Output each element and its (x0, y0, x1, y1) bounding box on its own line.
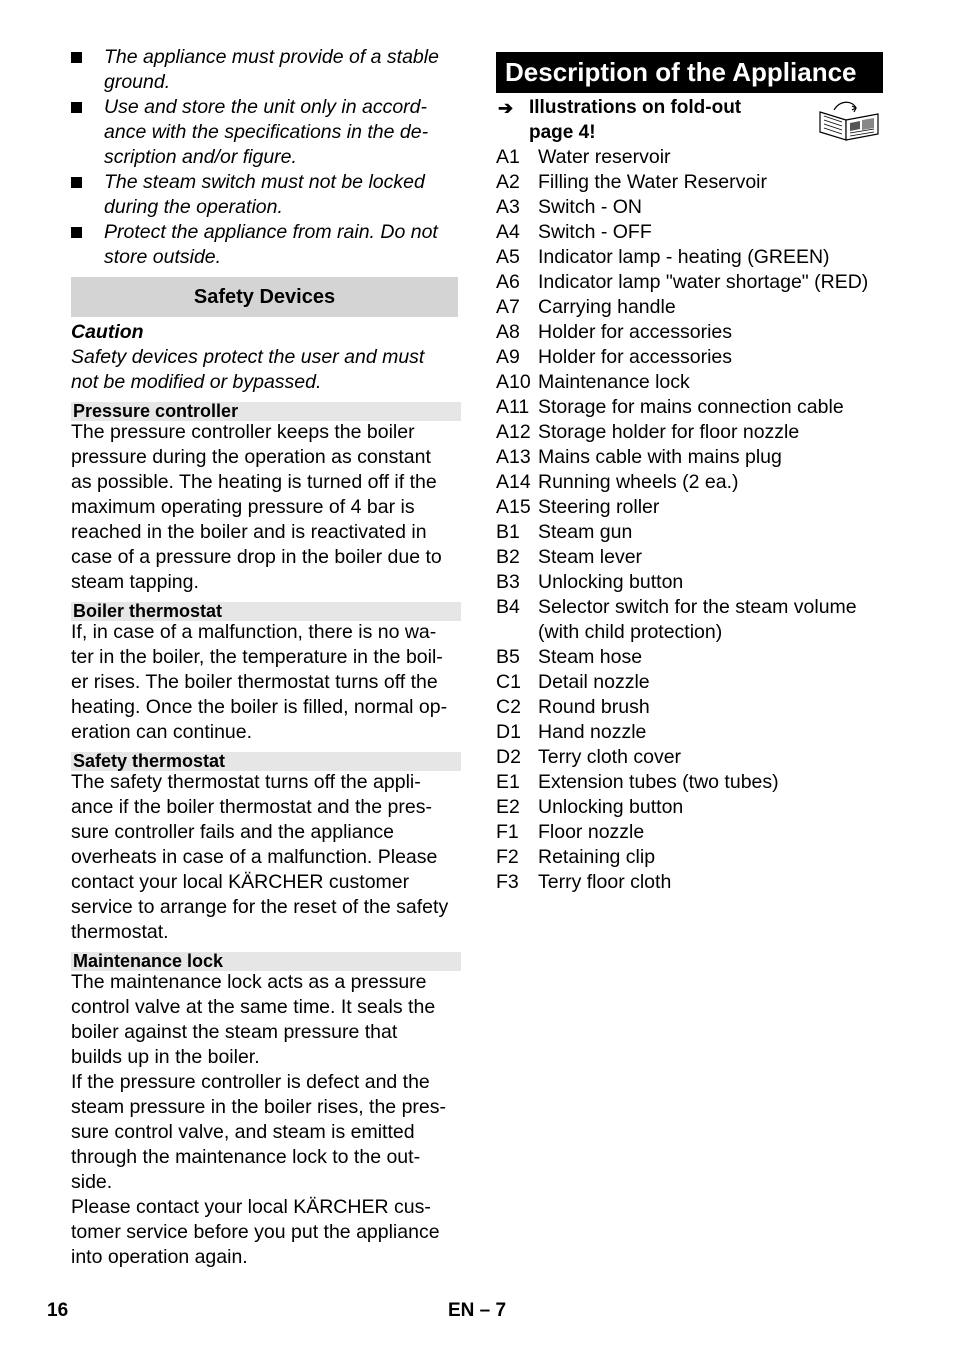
component-code: A14 (496, 471, 531, 493)
component-name: Holder for accessories (538, 321, 732, 343)
component-name: Steam lever (538, 546, 643, 568)
component-code: F1 (496, 821, 519, 843)
subsection-heading: Boiler thermostat (71, 602, 461, 621)
subsection-heading: Safety thermostat (71, 752, 461, 771)
component-code: A12 (496, 421, 531, 443)
bullet-square-icon (71, 227, 82, 238)
paragraph-line: Please contact your local KÄRCHER cus- (71, 1196, 431, 1218)
component-code: B1 (496, 521, 520, 543)
component-code: C1 (496, 671, 521, 693)
bullet-square-icon (71, 102, 82, 113)
arrow-right-icon: ➔ (498, 98, 514, 118)
component-code: A5 (496, 246, 520, 268)
component-code: A15 (496, 496, 531, 518)
component-code: B5 (496, 646, 520, 668)
component-name: Filling the Water Reservoir (538, 171, 768, 193)
paragraph-line: steam pressure in the boiler rises, the pres- (71, 1096, 446, 1118)
caution-text-line: Safety devices protect the user and must (71, 346, 425, 368)
component-name: Detail nozzle (538, 671, 650, 693)
bullet-text-line: ance with the specifications in the de- (104, 121, 429, 143)
component-name: Hand nozzle (538, 721, 647, 743)
bullet-text-line: store outside. (104, 246, 222, 268)
component-name: Water reservoir (538, 146, 671, 168)
paragraph-line: tomer service before you put the appliance (71, 1221, 440, 1243)
component-name-continued: (with child protection) (538, 621, 723, 643)
component-name: Selector switch for the steam volume (538, 596, 857, 618)
safety-devices-heading (71, 277, 458, 317)
component-code: B4 (496, 596, 520, 618)
component-name: Holder for accessories (538, 346, 732, 368)
component-code: F2 (496, 846, 519, 868)
paragraph-line: heating. Once the boiler is filled, normal op- (71, 696, 448, 718)
component-code: A8 (496, 321, 520, 343)
component-code: D1 (496, 721, 521, 743)
component-name: Storage for mains connection cable (538, 396, 844, 418)
component-name: Unlocking button (538, 796, 684, 818)
safety-devices-title: Safety Devices (193, 285, 336, 308)
component-name: Round brush (538, 696, 650, 718)
component-code: C2 (496, 696, 521, 718)
component-code: B3 (496, 571, 520, 593)
component-name: Switch - ON (538, 196, 643, 218)
component-code: B2 (496, 546, 520, 568)
paragraph-line: through the maintenance lock to the out- (71, 1146, 421, 1168)
component-name: Indicator lamp "water shortage" (RED) (538, 271, 869, 293)
bullet-square-icon (71, 52, 82, 63)
component-name: Carrying handle (538, 296, 676, 318)
caution-text-line: not be modified or bypassed. (71, 371, 322, 393)
paragraph-line: boiler against the steam pressure that (71, 1021, 398, 1043)
component-code: A7 (496, 296, 520, 318)
component-name: Indicator lamp - heating (GREEN) (538, 246, 830, 268)
component-name: Terry cloth cover (538, 746, 682, 768)
component-code: E2 (496, 796, 520, 818)
bullet-text-line: scription and/or figure. (104, 146, 297, 168)
book-icon (816, 98, 882, 142)
paragraph-line: as possible. The heating is turned off if the (71, 471, 437, 493)
paragraph-line: eration can continue. (71, 721, 253, 743)
component-name: Running wheels (2 ea.) (538, 471, 739, 493)
component-name: Unlocking button (538, 571, 684, 593)
paragraph-line: reached in the boiler and is reactivated in (71, 521, 427, 543)
component-name: Switch - OFF (538, 221, 652, 243)
paragraph-line: control valve at the same time. It seals the (71, 996, 436, 1018)
component-name: Floor nozzle (538, 821, 645, 843)
bullet-text-line: Protect the appliance from rain. Do not (104, 221, 438, 243)
component-code: A10 (496, 371, 531, 393)
bullet-text-line: Use and store the unit only in accord- (104, 96, 428, 118)
section-reference: EN – 7 (448, 1300, 507, 1321)
component-code: A1 (496, 146, 520, 168)
component-code: A2 (496, 171, 520, 193)
component-name: Steering roller (538, 496, 660, 518)
component-code: D2 (496, 746, 521, 768)
paragraph-line: side. (71, 1171, 113, 1193)
component-code: A11 (496, 396, 530, 418)
component-code: F3 (496, 871, 519, 893)
bullet-text-line: during the operation. (104, 196, 283, 218)
component-code: A13 (496, 446, 531, 468)
paragraph-line: thermostat. (71, 921, 169, 943)
description-heading: Description of the Appliance (496, 52, 883, 93)
subsection-heading: Maintenance lock (71, 952, 461, 971)
component-name: Storage holder for floor nozzle (538, 421, 800, 443)
bullet-square-icon (71, 177, 82, 188)
component-name: Steam hose (538, 646, 643, 668)
component-name: Terry floor cloth (538, 871, 672, 893)
component-code: A3 (496, 196, 520, 218)
paragraph-line: ance if the boiler thermostat and the pres- (71, 796, 432, 818)
paragraph-line: case of a pressure drop in the boiler due to (71, 546, 442, 568)
paragraph-line: builds up in the boiler. (71, 1046, 260, 1068)
paragraph-line: The pressure controller keeps the boiler (71, 421, 415, 443)
paragraph-line: steam tapping. (71, 571, 199, 593)
paragraph-line: overheats in case of a malfunction. Please (71, 846, 438, 868)
component-name: Steam gun (538, 521, 633, 543)
caution-label: Caution (71, 321, 144, 343)
bullet-text-line: The steam switch must not be locked (104, 171, 425, 193)
illustrations-note: Illustrations on fold-out (529, 97, 742, 118)
paragraph-line: If, in case of a malfunction, there is no wa- (71, 621, 437, 643)
component-name: Mains cable with mains plug (538, 446, 782, 468)
paragraph-line: sure control valve, and steam is emitted (71, 1121, 415, 1143)
paragraph-line: ter in the boiler, the temperature in the boil- (71, 646, 443, 668)
illustrations-note: page 4! (529, 122, 596, 143)
subsection-heading: Pressure controller (71, 402, 461, 421)
paragraph-line: If the pressure controller is defect and the (71, 1071, 430, 1093)
paragraph-line: contact your local KÄRCHER customer (71, 871, 410, 893)
component-name: Maintenance lock (538, 371, 690, 393)
component-code: A6 (496, 271, 520, 293)
paragraph-line: pressure during the operation as constant (71, 446, 431, 468)
component-name: Extension tubes (two tubes) (538, 771, 779, 793)
bullet-text-line: The appliance must provide of a stable (104, 46, 439, 68)
paragraph-line: into operation again. (71, 1246, 248, 1268)
paragraph-line: The safety thermostat turns off the appli- (71, 771, 421, 793)
paragraph-line: er rises. The boiler thermostat turns off the (71, 671, 438, 693)
component-code: E1 (496, 771, 520, 793)
component-code: A9 (496, 346, 520, 368)
bullet-text-line: ground. (104, 71, 171, 93)
component-name: Retaining clip (538, 846, 656, 868)
paragraph-line: The maintenance lock acts as a pressure (71, 971, 427, 993)
paragraph-line: service to arrange for the reset of the safety (71, 896, 449, 918)
paragraph-line: sure controller fails and the appliance (71, 821, 395, 843)
paragraph-line: maximum operating pressure of 4 bar is (71, 496, 415, 518)
component-code: A4 (496, 221, 520, 243)
page-number: 16 (47, 1300, 69, 1321)
